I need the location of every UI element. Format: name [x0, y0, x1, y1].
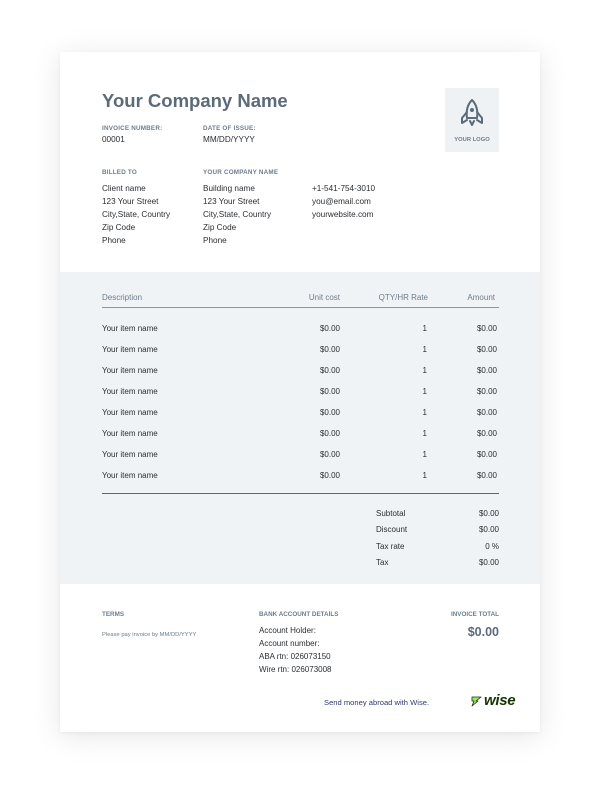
table-row	[60, 366, 540, 387]
summary-value: $0.00	[478, 525, 499, 534]
header-divider	[102, 307, 499, 308]
item-description: Your item name	[102, 471, 158, 480]
item-unit-cost: $0.00	[319, 345, 340, 354]
table-row	[60, 429, 540, 450]
item-description: Your item name	[102, 408, 158, 417]
logo-text: YOUR LOGO	[454, 137, 490, 143]
table-row	[60, 387, 540, 408]
item-unit-cost: $0.00	[319, 471, 340, 480]
invoice-page	[60, 52, 540, 732]
header-description: Description	[102, 293, 143, 302]
item-description: Your item name	[102, 345, 158, 354]
billed-to-line: City,State, Country	[102, 210, 171, 219]
summary-label: Discount	[376, 525, 408, 534]
bank-line: Account number:	[259, 639, 320, 648]
header-qty-rate: QTY/HR Rate	[378, 293, 428, 302]
summary-tax-rate	[376, 542, 499, 558]
item-unit-cost: $0.00	[319, 387, 340, 396]
header-amount: Amount	[467, 293, 495, 302]
summary-value: $0.00	[478, 558, 499, 567]
item-amount: $0.00	[476, 324, 497, 333]
summary-discount	[376, 525, 499, 541]
item-description: Your item name	[102, 429, 158, 438]
invoice-total-label: INVOICE TOTAL	[450, 611, 499, 618]
header-unit-cost: Unit cost	[308, 293, 340, 302]
wise-flag-icon	[471, 695, 482, 707]
item-qty: 1	[422, 471, 427, 480]
summary-tax	[376, 558, 499, 574]
item-unit-cost: $0.00	[319, 366, 340, 375]
company-address-block	[203, 182, 271, 247]
item-qty: 1	[422, 366, 427, 375]
item-amount: $0.00	[476, 408, 497, 417]
item-qty: 1	[422, 324, 427, 333]
company-website: yourwebsite.com	[312, 210, 374, 219]
item-unit-cost: $0.00	[319, 324, 340, 333]
table-row	[60, 471, 540, 492]
company-address-line: 123 Your Street	[203, 197, 260, 206]
company-address-line: Phone	[203, 236, 227, 245]
item-qty: 1	[422, 450, 427, 459]
table-row	[60, 324, 540, 345]
summary-subtotal	[376, 509, 499, 525]
wise-promo-link[interactable]: Send money abroad with Wise.	[324, 698, 430, 707]
company-address-line: Zip Code	[203, 223, 237, 232]
date-of-issue-label: DATE OF ISSUE:	[203, 125, 256, 132]
rocket-icon	[458, 98, 486, 132]
summary-value: 0 %	[485, 542, 499, 551]
billed-to-line: Phone	[102, 236, 126, 245]
invoice-number-value: 00001	[102, 135, 125, 144]
item-amount: $0.00	[476, 345, 497, 354]
billed-to-line: Zip Code	[102, 223, 136, 232]
billed-to-line: Client name	[102, 184, 146, 193]
wise-logo[interactable]	[471, 692, 515, 709]
summary-label: Tax	[376, 558, 389, 567]
bank-line: ABA rtn: 026073150	[259, 652, 331, 661]
item-amount: $0.00	[476, 471, 497, 480]
company-contact-block	[312, 182, 375, 221]
billed-to-block	[102, 182, 170, 247]
wise-wordmark: wise	[484, 692, 516, 709]
table-row	[60, 408, 540, 429]
item-description: Your item name	[102, 450, 158, 459]
terms-label: TERMS	[102, 611, 125, 618]
bank-details-block	[259, 624, 332, 676]
company-email: you@email.com	[312, 197, 371, 206]
item-amount: $0.00	[476, 366, 497, 375]
item-description: Your item name	[102, 324, 158, 333]
company-phone: +1-541-754-3010	[312, 184, 376, 193]
item-qty: 1	[422, 408, 427, 417]
summary-label: Tax rate	[376, 542, 405, 551]
terms-text: Please pay invoice by MM/DD/YYYY	[102, 632, 197, 638]
items-divider	[102, 493, 499, 494]
item-description: Your item name	[102, 366, 158, 375]
date-of-issue-value: MM/DD/YYYY	[203, 135, 255, 144]
items-section	[60, 272, 540, 584]
item-amount: $0.00	[476, 450, 497, 459]
item-amount: $0.00	[476, 429, 497, 438]
table-row	[60, 345, 540, 366]
summary-value: $0.00	[478, 509, 499, 518]
item-qty: 1	[422, 387, 427, 396]
table-row	[60, 450, 540, 471]
logo-placeholder	[445, 88, 499, 152]
invoice-total-value: $0.00	[467, 625, 499, 639]
item-qty: 1	[422, 345, 427, 354]
item-amount: $0.00	[476, 387, 497, 396]
company-name-title: Your Company Name	[102, 90, 288, 111]
billed-to-line: 123 Your Street	[102, 197, 159, 206]
bank-line: Account Holder:	[259, 626, 316, 635]
company-address-line: Building name	[203, 184, 255, 193]
summary-label: Subtotal	[376, 509, 406, 518]
item-qty: 1	[422, 429, 427, 438]
bank-details-label: BANK ACCOUNT DETAILS	[259, 611, 339, 618]
company-block-label: YOUR COMPANY NAME	[203, 169, 279, 176]
item-unit-cost: $0.00	[319, 450, 340, 459]
item-unit-cost: $0.00	[319, 408, 340, 417]
invoice-number-label: INVOICE NUMBER:	[102, 125, 163, 132]
item-unit-cost: $0.00	[319, 429, 340, 438]
company-address-line: City,State, Country	[203, 210, 272, 219]
item-description: Your item name	[102, 387, 158, 396]
billed-to-label: BILLED TO	[102, 169, 137, 176]
bank-line: Wire rtn: 026073008	[259, 665, 332, 674]
